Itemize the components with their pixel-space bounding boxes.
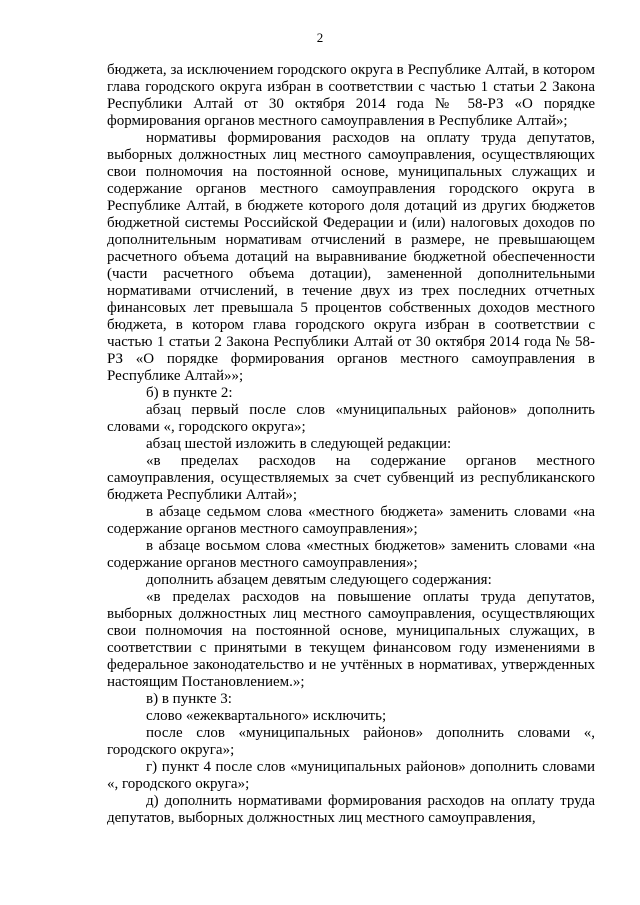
paragraph-6: «в пределах расходов на содержание органов местного самоуправления, осуществляемых за счет субвенций из республиканского бюджета Республики Алтай»; — [107, 453, 595, 503]
paragraph-7: в абзаце седьмом слова «местного бюджета» заменить словами «на содержание органов местного самоуправления»; — [107, 504, 595, 537]
paragraph-10: «в пределах расходов на повышение оплаты труда депутатов, выборных должностных лиц местного самоуправления, осуществляющих свои полномочия на постоянной основе, муниципальных служащих, в соответствии с принятыми в текущем финансовом году изменениями в федеральное законодательство и не учтённых в нормативах, утвержденных настоящим Постановлением.»; — [107, 589, 595, 690]
paragraph-12: слово «ежеквартального» исключить; — [146, 708, 387, 724]
paragraph-14: г) пункт 4 после слов «муниципальных районов» дополнить словами «, городского округа»; — [107, 759, 595, 792]
paragraph-4: абзац первый после слов «муниципальных районов» дополнить словами «, городского округа»; — [107, 402, 595, 435]
paragraph-8: в абзаце восьмом слова «местных бюджетов» заменить словами «на содержание органов местного самоуправления»; — [107, 538, 595, 571]
paragraph-2: нормативы формирования расходов на оплату труда депутатов, выборных должностных лиц местного самоуправления, осуществляющих свои полномочия на постоянной основе, муниципальных служащих и содержание органов местного самоуправления городского округа в Республике Алтай, в бюджете которого доля дотаций из других бюджетов бюджетной системы Российской Федерации и (или) налоговых доходов по дополнительным нормативам отчислений в размере, не превышающем расчетного объема дотаций на выравнивание бюджетной обеспеченности (части расчетного объема дотации), замененной дополнительными нормативами отчислений, в течение двух из трех последних отчетных финансовых лет превышала 5 процентов собственных доходов местного бюджета, в котором глава городского округа избран в соответствии с частью 1 статьи 2 Закона Республики Алтай от 30 октября 2014 года № 58-РЗ «О порядке формирования органов местного самоуправления в Республике Алтай»»; — [107, 130, 595, 384]
paragraph-3: б) в пункте 2: — [146, 385, 233, 401]
paragraph-11: в) в пункте 3: — [146, 691, 232, 707]
page-number: 2 — [316, 30, 324, 45]
paragraph-9: дополнить абзацем девятым следующего содержания: — [146, 572, 492, 588]
document-body — [107, 62, 595, 827]
paragraph-13: после слов «муниципальных районов» дополнить словами «, городского округа»; — [107, 725, 595, 758]
paragraph-15: д) дополнить нормативами формирования расходов на оплату труда депутатов, выборных должностных лиц местного самоуправления, — [107, 793, 595, 826]
paragraph-1: бюджета, за исключением городского округа в Республике Алтай, в котором глава городского округа избран в соответствии с частью 1 статьи 2 Закона Республики Алтай от 30 октября 2014 года № 58-РЗ «О порядке формирования органов местного самоуправления в Республике Алтай»; — [107, 62, 595, 129]
paragraph-5: абзац шестой изложить в следующей редакции: — [146, 436, 452, 452]
